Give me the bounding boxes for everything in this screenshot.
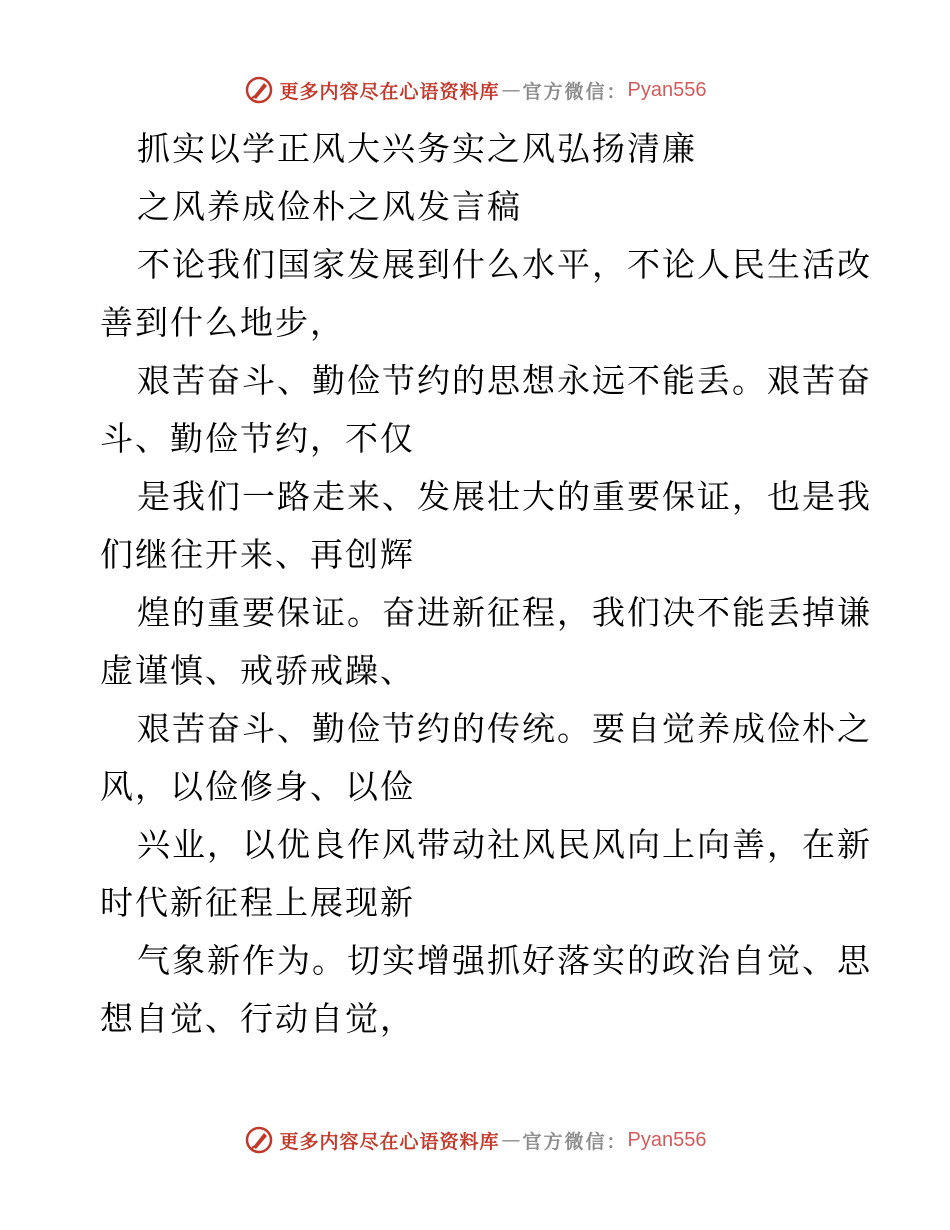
text-line: 们继往开来、再创辉 (100, 535, 415, 574)
header-banner (0, 70, 950, 110)
text-line: 煌的重要保证。奋进新征程，我们决不能丢掉谦 (137, 593, 872, 632)
text-line: 想自觉、行动自觉， (100, 999, 415, 1038)
quill-pen-logo-icon (244, 75, 274, 105)
title-line-2: 之风养成俭朴之风发言稿 (137, 187, 522, 226)
text-line: 时代新征程上展现新 (100, 883, 415, 922)
document-body (100, 120, 872, 1048)
footer-banner (0, 1120, 950, 1160)
footer-official-label: 官方微信： (522, 1130, 628, 1153)
text-line: 风，以俭修身、以俭 (100, 767, 415, 806)
header-wechat-id: Pyan556 (627, 78, 707, 101)
header-brand-text: 更多内容尽在心语资料库 (279, 80, 500, 103)
text-line: 兴业，以优良作风带动社风民风向上向善，在新 (137, 825, 872, 864)
text-line: 善到什么地步， (100, 303, 345, 342)
text-line: 不论我们国家发展到什么水平，不论人民生活改 (137, 245, 872, 284)
text-line: 艰苦奋斗、勤俭节约的思想永远不能丢。艰苦奋 (137, 361, 872, 400)
text-line: 艰苦奋斗、勤俭节约的传统。要自觉养成俭朴之 (137, 709, 872, 748)
text-line: 气象新作为。切实增强抓好落实的政治自觉、思 (137, 941, 872, 980)
text-line: 斗、勤俭节约，不仅 (100, 419, 415, 458)
footer-wechat-id: Pyan556 (627, 1128, 707, 1151)
text-line: 是我们一路走来、发展壮大的重要保证，也是我 (137, 477, 872, 516)
footer-dash: — (501, 1129, 521, 1151)
title-line-1: 抓实以学正风大兴务实之风弘扬清廉 (137, 129, 697, 168)
footer-brand-text: 更多内容尽在心语资料库 (279, 1130, 500, 1153)
header-dash: — (501, 79, 521, 101)
text-line: 虚谨慎、戒骄戒躁、 (100, 651, 415, 690)
header-official-label: 官方微信： (522, 80, 628, 103)
quill-pen-logo-icon (244, 1125, 274, 1155)
